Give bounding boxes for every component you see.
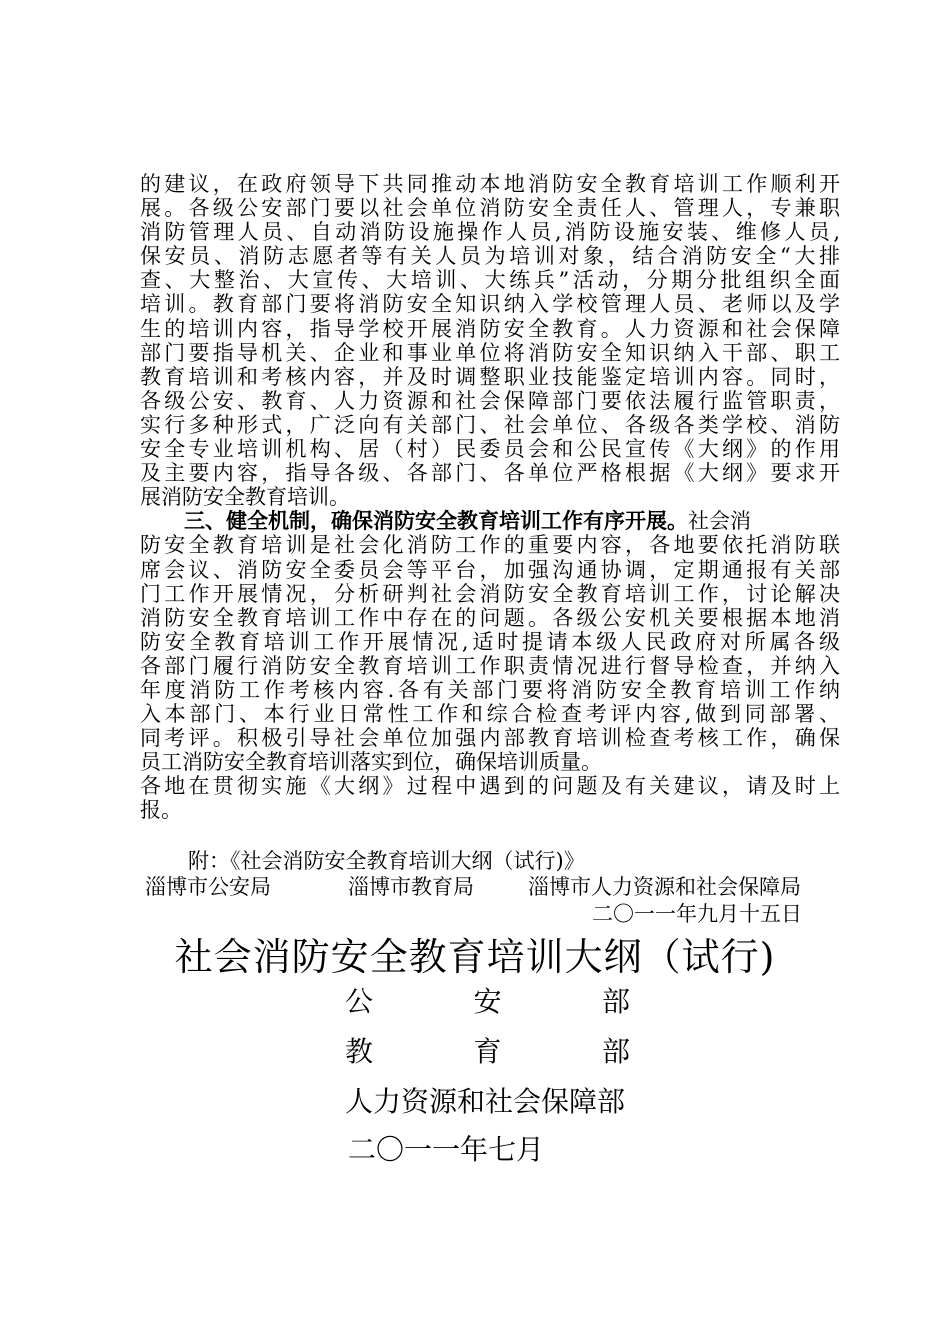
text-line: 防安全教育培训工作开展情况,适时提请本级人民政府对所属各级 xyxy=(140,629,840,654)
text-line: 各级公安、教育、人力资源和社会保障部门要依法履行监管职责， xyxy=(140,388,840,413)
text-line: 员工消防安全教育培训落实到位，确保培训质量。 xyxy=(140,750,602,775)
section-3-first-line xyxy=(140,509,840,533)
signer-police: 淄博市公安局 xyxy=(145,875,271,899)
text-line: 保安员、消防志愿者等有关人员为培训对象，结合消防安全“大排 xyxy=(140,244,840,269)
text-line: 查、大整治、大宣传、大培训、大练兵”活动，分期分批组织全面 xyxy=(140,268,840,293)
issuer-char: 公 xyxy=(345,985,374,1018)
text-line: 的建议，在政府领导下共同推动本地消防安全教育培训工作顺利开 xyxy=(140,172,840,196)
text-line: 消防管理人员、自动消防设施操作人员,消防设施安装、维修人员, xyxy=(140,220,840,245)
outline-title: 社会消防安全教育培训大纲（试行) xyxy=(174,935,776,979)
issuer-char: 安 xyxy=(473,985,502,1018)
issuer-ministry-hr: 人力资源和社会保障部 xyxy=(345,1085,626,1118)
text-line: 消防安全教育培训工作中存在的问题。各级公安机关要根据本地消 xyxy=(140,605,840,630)
signer-list xyxy=(145,871,801,901)
outline-date: 二〇一一年七月 xyxy=(348,1133,545,1166)
text-line: 展。各级公安部门要以社会单位消防安全责任人、管理人，专兼职 xyxy=(140,196,840,221)
issuer-char: 育 xyxy=(473,1035,502,1068)
issuer-char: 部 xyxy=(601,985,630,1018)
issuer-char: 部 xyxy=(601,1035,630,1068)
signer-education: 淄博市教育局 xyxy=(348,875,474,899)
text-line: 及主要内容，指导各级、各部门、各单位严格根据《大纲》要求开 xyxy=(140,461,840,486)
issuer-ministry-public-security xyxy=(345,980,630,1020)
text-line: 安全专业培训机构、居（村）民委员会和公民宣传《大纲》的作用 xyxy=(140,437,840,462)
text-line: 实行多种形式，广泛向有关部门、社会单位、各级各类学校、消防 xyxy=(140,412,840,437)
text-line: 席会议、消防安全委员会等平台，加强沟通协调，定期通报有关部 xyxy=(140,557,840,582)
signer-hr: 淄博市人力资源和社会保障局 xyxy=(528,875,801,899)
attachment-note: 附：《社会消防安全教育培训大纲（试行)》 xyxy=(188,849,585,873)
text-line: 培训。教育部门要将消防安全知识纳入学校管理人员、老师以及学 xyxy=(140,292,840,317)
text-line: 防安全教育培训是社会化消防工作的重要内容，各地要依托消防联 xyxy=(140,533,840,558)
text-line: 报。 xyxy=(140,798,182,823)
text-line: 同考评。积极引导社会单位加强内部教育培训检查考核工作，确保 xyxy=(140,726,840,751)
text-line: 展消防安全教育培训。 xyxy=(140,485,350,510)
paragraph-continuation xyxy=(140,172,840,823)
text-line: 门工作开展情况，分析研判社会消防安全教育培训工作，讨论解决 xyxy=(140,581,840,606)
text-line: 生的培训内容，指导学校开展消防安全教育。人力资源和社会保障 xyxy=(140,316,840,341)
text-line: 部门要指导机关、企业和事业单位将消防安全知识纳入干部、职工 xyxy=(140,340,840,365)
text-line: 年度消防工作考核内容.各有关部门要将消防安全教育培训工作纳 xyxy=(140,677,840,702)
issuer-char: 教 xyxy=(345,1035,374,1068)
issuer-ministry-education xyxy=(345,1030,630,1070)
text-line: 教育培训和考核内容，并及时调整职业技能鉴定培训内容。同时， xyxy=(140,364,840,389)
issue-date: 二〇一一年九月十五日 xyxy=(592,902,802,926)
text-line: 入本部门、本行业日常性工作和综合检查考评内容,做到同部署、 xyxy=(140,702,840,727)
text-line: 各地在贯彻实施《大纲》过程中遇到的问题及有关建议，请及时上 xyxy=(140,774,840,799)
section-3-heading: 三、健全机制，确保消防安全教育培训工作有序开展。 xyxy=(184,509,688,534)
section-3-first-text: 社会消 xyxy=(688,509,751,534)
text-line: 各部门履行消防安全教育培训工作职责情况进行督导检查，并纳入 xyxy=(140,653,840,678)
